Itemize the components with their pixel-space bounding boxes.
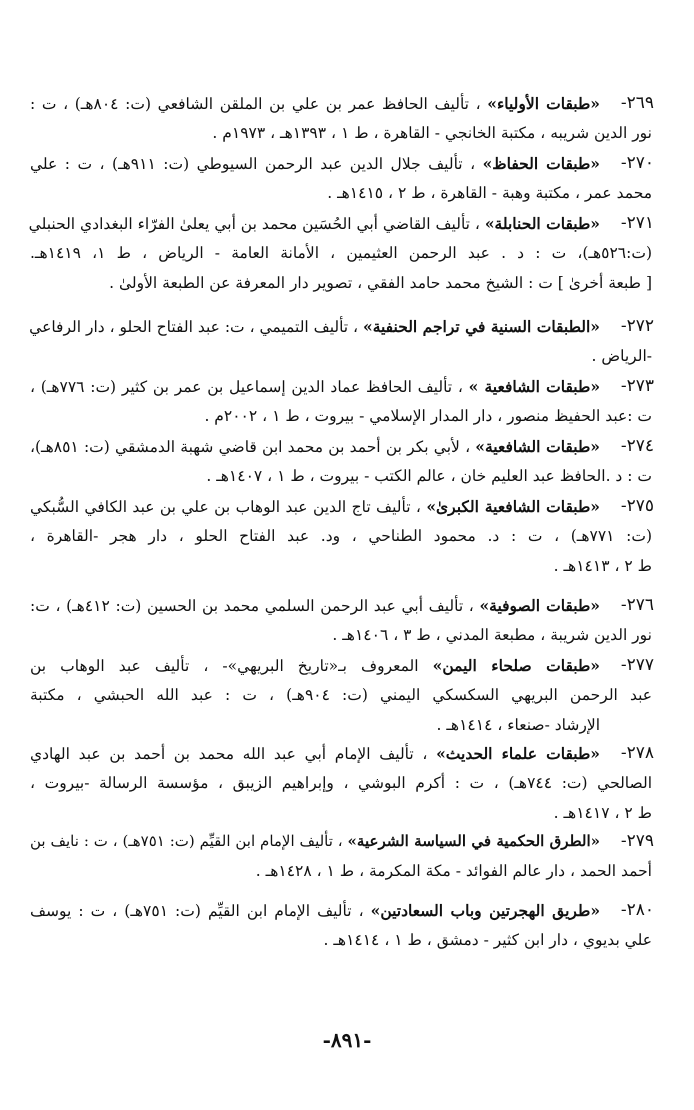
entry-text: ، تأليف الحافظ عماد الدين إسماعيل بن عمر بن كثير (ت: ٧٧٦هـ) ، xyxy=(30,378,463,396)
entry-text: ، تأليف الإمام أبي عبد الله محمد بن أحمد بن عبد الهادي xyxy=(30,745,428,763)
entry-text: المعروف بـ«تاريخ البريهي»- ، تأليف عبد الوهاب بن xyxy=(30,657,419,675)
entry-line xyxy=(30,311,600,343)
entry-number: ٢٧٩- xyxy=(620,831,654,851)
entry-number: ٢٧٤- xyxy=(620,436,654,456)
entry-text: ، تأليف تاج الدين عبد الوهاب بن علي بن عبد الكافي السُّبكي xyxy=(30,498,421,516)
entry-text: ، تأليف الإمام ابن القيِّم (ت: ٧٥١هـ) ، ت : نايف بن xyxy=(30,832,343,850)
entry-line xyxy=(30,895,600,927)
book-title: «طريق الهجرتين وباب السعادتين» xyxy=(370,901,601,920)
book-title: «طبقات الصوفية» xyxy=(479,596,600,615)
entry-line: (ت: ٧٧١هـ) ، ت : د. محمود الطناحي ، ود. عبد الفتاح الحلو ، دار هجر -القاهرة ، xyxy=(30,527,652,545)
book-title: «طبقات علماء الحديث» xyxy=(436,744,600,763)
entry-line xyxy=(30,826,600,857)
entry-line xyxy=(30,208,600,240)
entry-line xyxy=(30,431,600,463)
entry-text: ، تأليف القاضي أبي الحُسَين محمد بن أبي يعلىٰ الفرّاء البغدادي الحنبلي xyxy=(28,215,480,233)
entry-line: (ت:٥٢٦هـ)، ت : د . عبد الرحمن العثيمين ، الأمانة العامة - الرياض ، ط ١، ١٤١٩هـ. xyxy=(30,244,652,262)
entry-text: ، لأبي بكر بن أحمد بن محمد ابن قاضي شهبة الدمشقي (ت: ٨٥١هـ)، xyxy=(30,438,471,456)
entry-number: ٢٦٩- xyxy=(620,93,654,113)
entry-line xyxy=(30,371,600,403)
entry-number: ٢٧٨- xyxy=(620,743,654,763)
entry-line: نور الدين شريبه ، مكتبة الخانجي - القاهرة ، ط ١ ، ١٣٩٣هـ ، ١٩٧٣م . xyxy=(212,124,652,142)
entry-line: ت : د .الحافظ عبد العليم خان ، عالم الكتب - بيروت ، ط ١ ، ١٤٠٧هـ . xyxy=(206,467,652,485)
entry-line: علي بديوي ، دار ابن كثير - دمشق ، ط ١ ، ١٤١٤هـ . xyxy=(323,931,652,949)
entry-number: ٢٨٠- xyxy=(620,900,654,920)
book-title: «الطرق الحكمية في السياسة الشرعية» xyxy=(347,832,600,850)
entry-line: [ طبعة أخرىٰ ] ت : الشيخ محمد حامد الفقي ، تصوير دار المعرفة عن الطبعة الأولىٰ . xyxy=(109,274,652,292)
entry-text: ، تأليف التميمي ، ت: عبد الفتاح الحلو ، دار الرفاعي xyxy=(29,318,359,336)
entry-line: الصالحي (ت: ٧٤٤هـ) ، ت : أكرم البوشي ، وإبراهيم الزيبق ، مؤسسة الرسالة -بيروت ، xyxy=(30,774,652,792)
entry-number: ٢٧٧- xyxy=(620,655,654,675)
entry-text: ، تأليف الحافظ عمر بن علي بن الملقن الشافعي (ت: ٨٠٤هـ) ، ت : xyxy=(30,95,481,113)
book-title: «طبقات الشافعية الكبرىٰ» xyxy=(426,497,600,516)
entry-line xyxy=(30,650,600,682)
book-title: «طبقات الشافعية» xyxy=(475,437,600,456)
book-title: «طبقات صلحاء اليمن» xyxy=(432,656,600,675)
entry-line: أحمد الحمد ، دار عالم الفوائد - مكة المكرمة ، ط ١ ، ١٤٢٨هـ . xyxy=(255,862,652,880)
entry-number: ٢٧٣- xyxy=(620,376,654,396)
entry-number: ٢٧٢- xyxy=(620,316,654,336)
book-title: «طبقات الأولياء» xyxy=(487,94,600,113)
entry-line: محمد عمر ، مكتبة وهبة - القاهرة ، ط ٢ ، ١٤١٥هـ . xyxy=(327,184,652,202)
entry-number: ٢٧٦- xyxy=(620,595,654,615)
entry-text: ، تأليف الإمام ابن القيِّم (ت: ٧٥١هـ) ، ت : يوسف xyxy=(30,902,364,920)
entry-line: ط ٢ ، ١٤١٧هـ . xyxy=(553,804,652,822)
page-number: -٨٩١- xyxy=(322,1028,372,1052)
entry-line: نور الدين شريبة ، مطبعة المدني ، ط ٣ ، ١٤٠٦هـ . xyxy=(332,626,652,644)
entry-line: ط ٢ ، ١٤١٣هـ . xyxy=(553,557,652,575)
entry-number: ٢٧٠- xyxy=(620,153,654,173)
entry-line xyxy=(30,148,600,180)
entry-line: -الرياض . xyxy=(591,347,652,365)
entry-text: ، تأليف جلال الدين عبد الرحمن السيوطي (ت: ٩١١هـ) ، ت : علي xyxy=(30,155,476,173)
entry-line: ت :عبد الحفيظ منصور ، دار المدار الإسلامي - بيروت ، ط ١ ، ٢٠٠٢م . xyxy=(204,407,652,425)
book-title: «طبقات الحفاظ» xyxy=(482,154,600,173)
book-title: «الطبقات السنية في تراجم الحنفية» xyxy=(363,317,600,336)
entry-line xyxy=(30,88,600,120)
book-title: «طبقات الشافعية » xyxy=(468,377,601,396)
entry-number: ٢٧١- xyxy=(620,213,654,233)
entry-text: ، تأليف أبي عبد الرحمن السلمي محمد بن الحسين (ت: ٤١٢هـ) ، ت: xyxy=(30,597,474,615)
entry-line xyxy=(30,738,600,770)
book-title: «طبقات الحنابلة» xyxy=(484,214,600,233)
entry-line: الإرشاد -صنعاء ، ١٤١٤هـ . xyxy=(436,716,600,734)
entry-line xyxy=(30,590,600,622)
entry-line xyxy=(30,491,600,523)
entry-number: ٢٧٥- xyxy=(620,496,654,516)
entry-line: عبد الرحمن البريهي السكسكي اليمني (ت: ٩٠٤هـ) ، ت : عبد الله الحبشي ، مكتبة xyxy=(30,686,653,704)
